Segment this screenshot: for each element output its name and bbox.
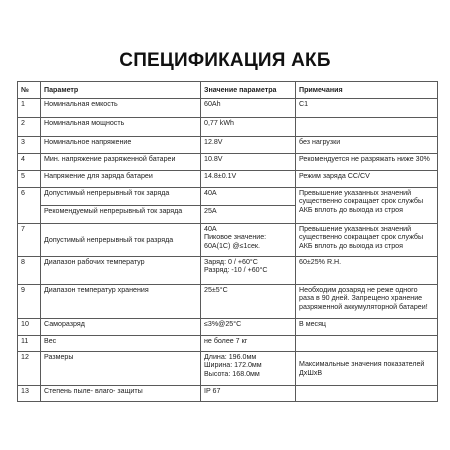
table-row xyxy=(18,386,438,402)
table-row xyxy=(18,257,438,285)
row-value: 25±5°C xyxy=(201,285,296,319)
row-note: Режим заряда CC/CV xyxy=(296,171,438,188)
table-row xyxy=(18,171,438,188)
table-row xyxy=(18,224,438,257)
table-row xyxy=(18,137,438,154)
table-row xyxy=(18,285,438,319)
row-param: Диапазон температур хранения xyxy=(41,285,201,319)
row-value: IP 67 xyxy=(201,386,296,402)
row-num: 4 xyxy=(18,154,41,171)
spec-table xyxy=(17,81,438,402)
row-num: 10 xyxy=(18,319,41,336)
row-value: 25A xyxy=(201,206,296,224)
row-value: не более 7 кг xyxy=(201,336,296,352)
row-note: Максимальные значения показателей ДхШхВ xyxy=(296,352,438,386)
table-row xyxy=(18,319,438,336)
row-note: Превышение указанных значений существенно сокращает срок службы АКБ вплоть до выхода из строя xyxy=(296,188,438,224)
table-row xyxy=(18,188,438,206)
row-param: Диапазон рабочих температур xyxy=(41,257,201,285)
row-note xyxy=(296,118,438,137)
row-value: Заряд: 0 / +60°C Разряд: -10 / +60°C xyxy=(201,257,296,285)
row-param: Рекомендуемый непрерывный ток заряда xyxy=(41,206,201,224)
row-param: Мин. напряжение разряженной батареи xyxy=(41,154,201,171)
row-num: 5 xyxy=(18,171,41,188)
row-note: В месяц xyxy=(296,319,438,336)
table-row xyxy=(18,118,438,137)
row-note: Рекомендуется не разряжать ниже 30% xyxy=(296,154,438,171)
row-param: Номинальная мощность xyxy=(41,118,201,137)
header-param: Параметр xyxy=(41,82,201,99)
row-param: Номинальная емкость xyxy=(41,99,201,118)
row-num: 12 xyxy=(18,352,41,386)
row-param: Вес xyxy=(41,336,201,352)
row-note: Превышение указанных значений существенно сокращает срок службы АКБ вплоть до выхода из строя xyxy=(296,224,438,257)
page-title: СПЕЦИФИКАЦИЯ АКБ xyxy=(119,50,331,71)
row-value: 40A xyxy=(201,188,296,206)
row-note: без нагрузки xyxy=(296,137,438,154)
row-note xyxy=(296,336,438,352)
row-num: 7 xyxy=(18,224,41,257)
row-param: Номинальное напряжение xyxy=(41,137,201,154)
row-value: 14.8±0.1V xyxy=(201,171,296,188)
header-num: № xyxy=(18,82,41,99)
row-num: 3 xyxy=(18,137,41,154)
row-num: 2 xyxy=(18,118,41,137)
row-num: 11 xyxy=(18,336,41,352)
header-value: Значение параметра xyxy=(201,82,296,99)
row-value: 60Ah xyxy=(201,99,296,118)
row-param: Степень пыле- влаго- защиты xyxy=(41,386,201,402)
row-value: 40A Пиковое значение: 60A(1C) @≤1сек. xyxy=(201,224,296,257)
row-param: Размеры xyxy=(41,352,201,386)
row-num: 1 xyxy=(18,99,41,118)
row-note xyxy=(296,386,438,402)
row-value: Длина: 196.0мм Ширина: 172.0мм Высота: 168.0мм xyxy=(201,352,296,386)
row-note: 60±25% R.H. xyxy=(296,257,438,285)
table-header-row xyxy=(18,82,438,99)
row-num: 13 xyxy=(18,386,41,402)
row-num: 9 xyxy=(18,285,41,319)
row-value: 12.8V xyxy=(201,137,296,154)
table-row xyxy=(18,99,438,118)
header-note: Примечания xyxy=(296,82,438,99)
row-value: 0,77 kWh xyxy=(201,118,296,137)
row-num: 6 xyxy=(18,188,41,224)
row-num: 8 xyxy=(18,257,41,285)
table-row xyxy=(18,352,438,386)
row-value: 10.8V xyxy=(201,154,296,171)
table-row xyxy=(18,336,438,352)
table-row xyxy=(18,154,438,171)
row-value: ≤3%@25°C xyxy=(201,319,296,336)
row-note: C1 xyxy=(296,99,438,118)
row-param: Саморазряд xyxy=(41,319,201,336)
row-param: Допустимый непрерывный ток заряда xyxy=(41,188,201,206)
row-param: Допустимый непрерывный ток разряда xyxy=(41,224,201,257)
row-param: Напряжение для заряда батареи xyxy=(41,171,201,188)
row-note: Необходим дозаряд не реже одного раза в 90 дней. Запрещено хранение разряженной аккумуляторной батареи! xyxy=(296,285,438,319)
